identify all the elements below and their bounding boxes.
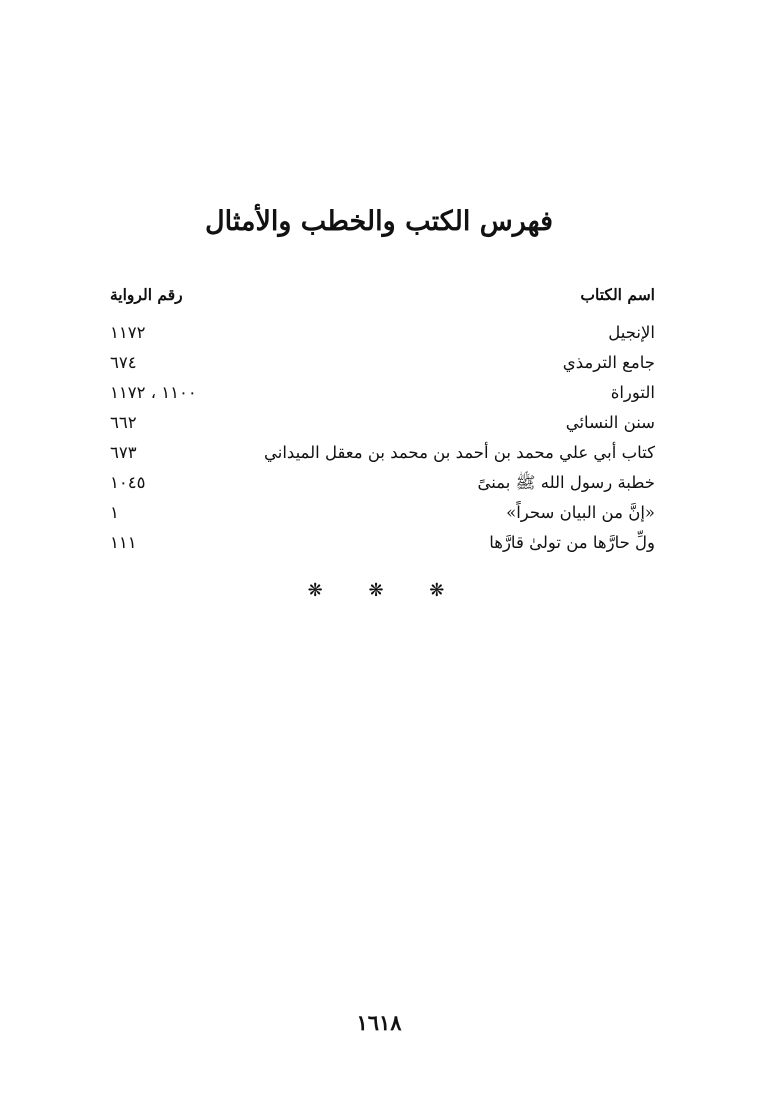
book-name: خطبة رسول الله ﷺ بمنىً [477, 473, 655, 492]
narration-number: ١ [110, 503, 119, 522]
index-row [110, 408, 655, 438]
index-table [110, 280, 655, 558]
book-name: ولِّ حارَّها من تولىٰ قارَّها [489, 533, 655, 552]
narration-number: ٦٧٤ [110, 353, 137, 372]
book-name: جامع الترمذي [562, 353, 655, 372]
book-name: التوراة [610, 383, 655, 402]
index-header-row [110, 280, 655, 314]
index-row [110, 378, 655, 408]
index-row [110, 468, 655, 498]
header-book-name: اسم الكتاب [580, 285, 655, 304]
narration-number: ١٠٤٥ [110, 473, 146, 492]
narration-number: ١١٧٢ [110, 323, 146, 342]
book-name: سنن النسائي [565, 413, 655, 432]
book-name: «إنَّ من البيان سحراً» [506, 503, 655, 522]
narration-number: ١١٠٠ ، ١١٧٢ [110, 383, 197, 402]
page-number: ١٦١٨ [356, 1010, 402, 1035]
section-separator: ❋ ❋ ❋ [307, 580, 465, 601]
header-narration-number: رقم الرواية [110, 285, 183, 304]
narration-number: ٦٦٢ [110, 413, 137, 432]
book-name: الإنجيل [608, 323, 655, 342]
index-row [110, 438, 655, 468]
index-row [110, 318, 655, 348]
narration-number: ١١١ [110, 533, 137, 552]
index-row [110, 528, 655, 558]
index-row [110, 498, 655, 528]
book-name: كتاب أبي علي محمد بن أحمد بن محمد بن معقل الميداني [263, 443, 655, 462]
narration-number: ٦٧٣ [110, 443, 137, 462]
index-row [110, 348, 655, 378]
page-title: فهرس الكتب والخطب والأمثال [205, 206, 553, 237]
